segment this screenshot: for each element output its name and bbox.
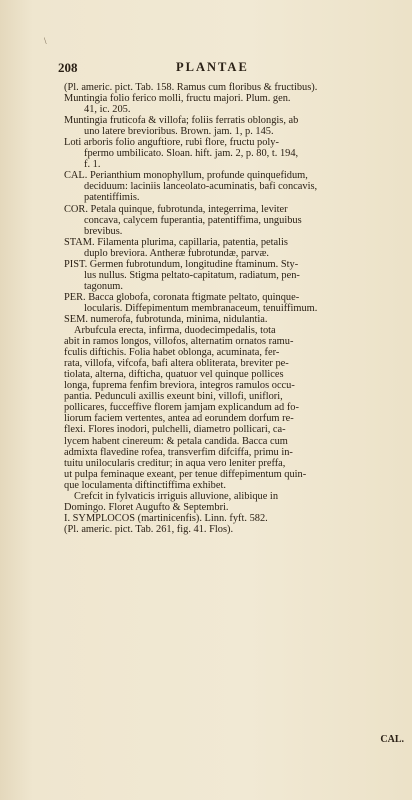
text-line: Loti arboris folio anguftiore, rubi flore, fructu poly- bbox=[64, 137, 279, 149]
text-line: deciduum: laciniis lanceolato-acuminatis, bafi concavis, bbox=[84, 181, 318, 193]
text-line: Crefcit in fylvaticis irriguis alluvione, alibique in bbox=[74, 490, 279, 502]
text-line: fculis diftichis. Folia habet oblonga, acuminata, fer- bbox=[64, 347, 280, 359]
text-line: concava, calycem fuperantia, patentiffima, unguibus bbox=[84, 214, 302, 226]
text-line: liorum faciem vertentes, antea ad eorundem dorfum re- bbox=[64, 413, 294, 425]
text-line: STAM. Filamenta plurima, capillaria, patentia, petalis bbox=[64, 236, 288, 248]
text-line: abit in ramos longos, villofos, alternatim ornatos ramu- bbox=[64, 336, 294, 348]
text-line: SEM. numerofa, fubrotunda, minima, nidulantia. bbox=[64, 313, 268, 325]
text-line: flexi. Flores inodori, pulchelli, diametro pollicari, ca- bbox=[64, 424, 286, 436]
text-line: Muntingia folio ferico molli, fructu majori. Plum. gen. bbox=[64, 93, 291, 105]
text-line: Arbufcula erecta, infirma, duodecimpedalis, tota bbox=[74, 325, 276, 337]
text-line: COR. Petala quinque, fubrotunda, integerrima, leviter bbox=[64, 203, 288, 215]
text-line: lycem habent cinereum: & petala candida. Bacca cum bbox=[64, 435, 288, 447]
text-line: I. SYMPLOCOS (martinicenfis). Linn. fyft. 582. bbox=[64, 512, 268, 524]
text-line: tiolata, alterna, difticha, quatuor vel quinque pollices bbox=[64, 369, 284, 381]
text-line: locularis. Diffepimentum membranaceum, tenuiffimum. bbox=[84, 302, 318, 314]
page-number: 208 bbox=[58, 60, 78, 75]
text-line: CAL. Perianthium monophyllum, profunde quinquefidum, bbox=[64, 170, 308, 182]
text-line: patentiffimis. bbox=[84, 192, 140, 204]
text-line: (Pl. americ. pict. Tab. 261, fig. 41. Flos). bbox=[64, 523, 234, 535]
text-line: rata, villofa, vifcofa, bafi altera obliterata, breviter pe- bbox=[64, 358, 289, 370]
text-line: admixta flavedine rofea, transverfim difciffa, primu in- bbox=[64, 446, 293, 458]
page-body bbox=[64, 82, 410, 535]
text-line: uno latere brevioribus. Brown. jam. 1, p. 145. bbox=[84, 126, 274, 138]
catchword: CAL. bbox=[380, 734, 404, 745]
text-line: pollicares, fucceffive florem jamjam explicandum ad fo- bbox=[64, 402, 299, 414]
text-line: PIST. Germen fubrotundum, longitudine ftaminum. Sty- bbox=[64, 258, 299, 270]
text-line: tuitu unilocularis creditur; in aqua vero leniter preffa, bbox=[64, 457, 286, 469]
text-line: fpermo umbilicato. Sloan. hift. jam. 2, p. 80, t. 194, bbox=[84, 148, 299, 160]
text-line: PER. Bacca globofa, coronata ftigmate peltato, quinque- bbox=[64, 291, 300, 303]
text-line: duplo breviora. Antheræ fubrotundæ, parvæ. bbox=[84, 247, 269, 259]
text-line: f. 1. bbox=[84, 159, 101, 171]
running-head: PLANTAE bbox=[176, 60, 249, 74]
text-line: lus nullus. Stigma peltato-capitatum, radiatum, pen- bbox=[84, 269, 300, 281]
text-line: que loculamenta diftinctiffima exhibet. bbox=[64, 479, 226, 491]
text-line: brevibus. bbox=[84, 225, 123, 237]
text-line: pantia. Pedunculi axillis exeunt bini, villofi, uniflori, bbox=[64, 391, 283, 403]
text-line: Muntingia fruticofa & villofa; foliis ferratis oblongis, ab bbox=[64, 115, 299, 127]
text-line: Domingo. Floret Augufto & Septembri. bbox=[64, 501, 229, 513]
text-line: (Pl. americ. pict. Tab. 158. Ramus cum floribus & fructibus). bbox=[64, 82, 318, 93]
page-mark: \ bbox=[44, 36, 47, 46]
text-line: tagonum. bbox=[84, 280, 123, 292]
text-line: longa, fuprema fenfim breviora, integros ramulos occu- bbox=[64, 380, 295, 392]
text-line: 41, ic. 205. bbox=[84, 104, 131, 116]
page-header bbox=[58, 60, 406, 80]
text-line: ut pulpa feminaque exeant, per tenue diffepimentum quin- bbox=[64, 468, 307, 480]
